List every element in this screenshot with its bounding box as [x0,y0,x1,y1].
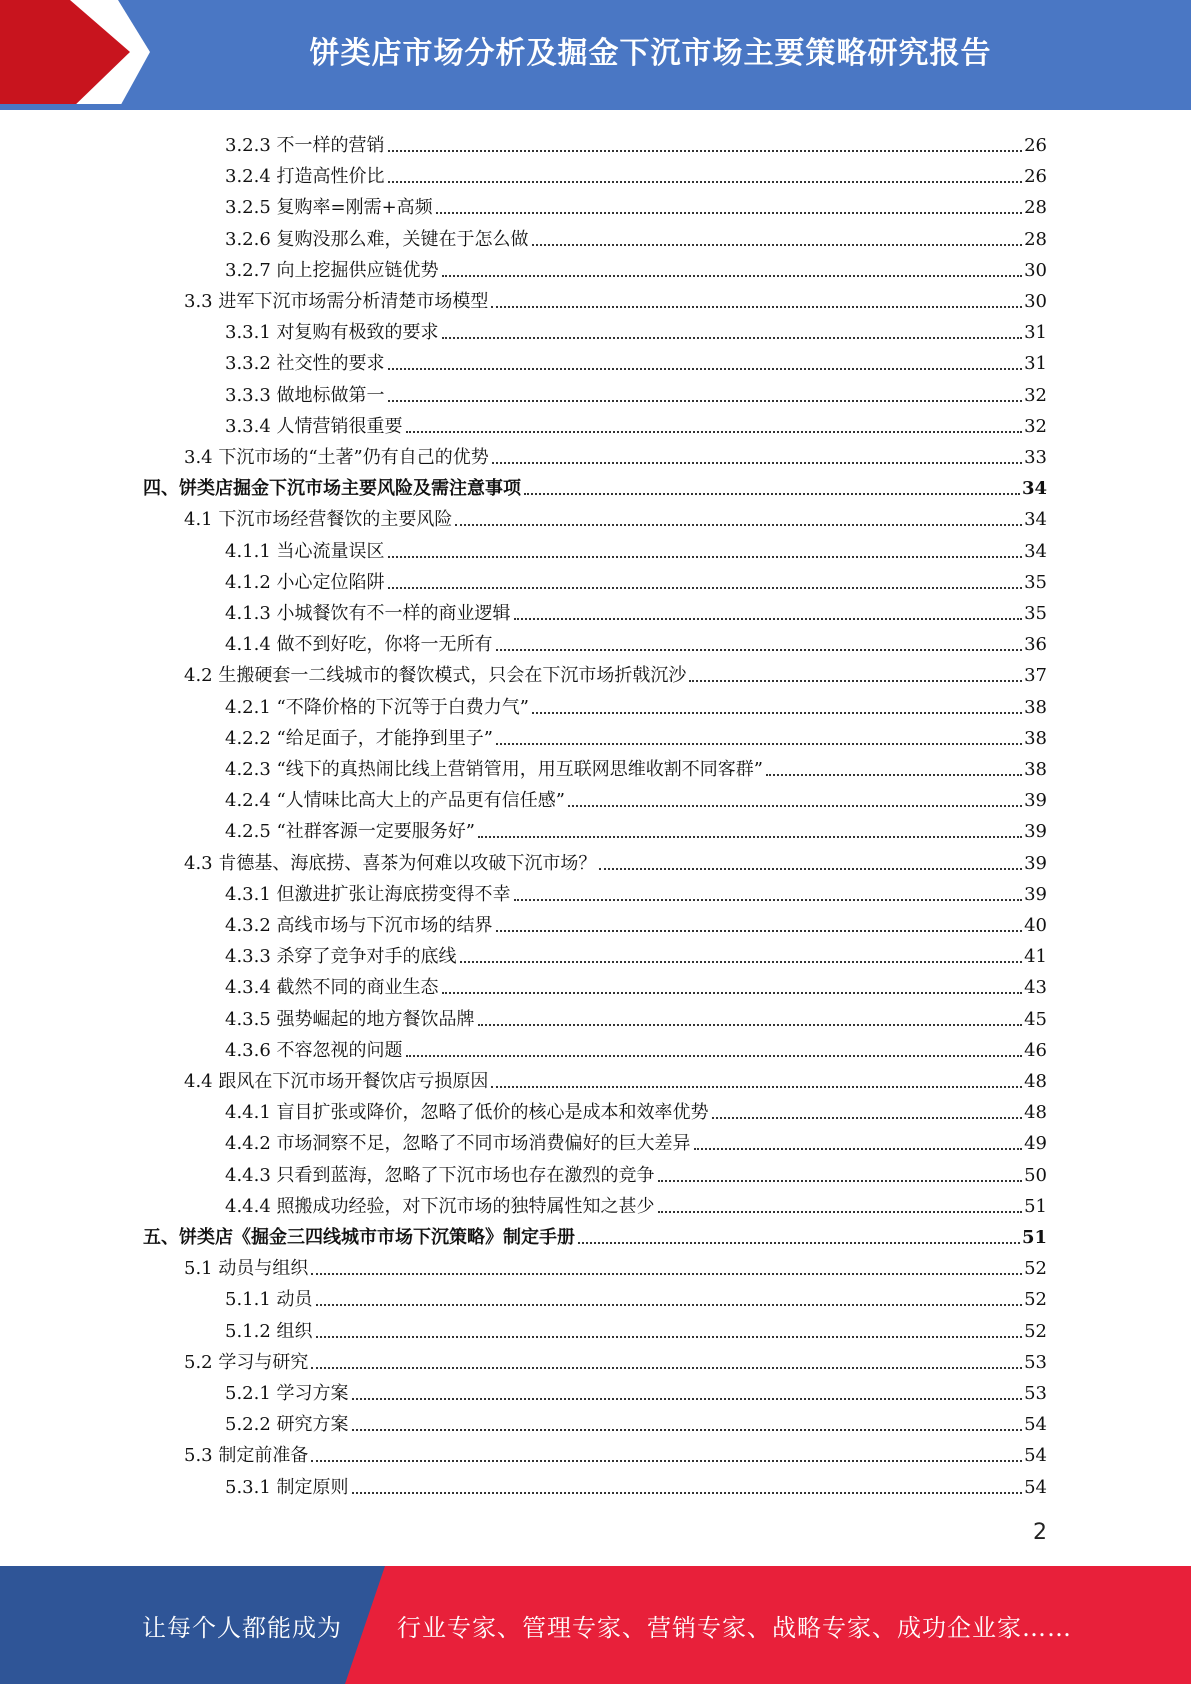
toc-entry[interactable] [225,595,1047,625]
toc-entry[interactable] [225,876,1047,906]
toc-dot-leader [524,493,1020,495]
toc-entry-page: 50 [1024,1164,1047,1186]
toc-entry[interactable] [225,252,1047,282]
toc-entry[interactable] [143,470,1047,500]
toc-entry[interactable] [143,1219,1047,1249]
toc-entry[interactable] [225,689,1047,719]
toc-entry-page: 30 [1024,259,1047,281]
toc-entry[interactable] [225,127,1047,157]
toc-entry-label: 3.2.7 向上挖掘供应链优势 [225,259,439,281]
toc-entry-label: 4.4.3 只看到蓝海，忽略了下沉市场也存在激烈的竞争 [225,1164,655,1186]
toc-dot-leader [514,618,1023,620]
toc-entry-label: 4.1 下沉市场经营餐饮的主要风险 [184,509,453,531]
toc-entry-page: 41 [1024,946,1047,968]
toc-entry[interactable] [225,907,1047,937]
toc-entry[interactable] [225,626,1047,656]
toc-entry-label: 4.3.2 高线市场与下沉市场的结界 [225,915,493,936]
toc-dot-leader [532,244,1023,246]
toc-entry[interactable] [184,283,1047,313]
toc-dot-leader [578,1242,1020,1244]
toc-entry-label: 4.2.2 “给足面子，才能挣到里子” [225,727,493,749]
toc-entry[interactable] [225,564,1047,594]
toc-entry[interactable] [225,1469,1047,1499]
page-number: 2 [1033,1520,1047,1545]
toc-entry-label: 5.3 制定前准备 [184,1445,309,1467]
toc-entry-label: 4.3.6 不容忽视的问题 [225,1039,403,1061]
toc-dot-leader [388,556,1023,558]
toc-entry[interactable] [225,1001,1047,1031]
toc-entry-page: 28 [1024,197,1047,219]
toc-entry[interactable] [225,345,1047,375]
toc-entry-label: 4.4.2 市场洞察不足，忽略了不同市场消费偏好的巨大差异 [225,1133,691,1155]
toc-dot-leader [406,431,1023,433]
toc-entry-page: 35 [1024,603,1047,624]
toc-entry[interactable] [225,1188,1047,1218]
toc-dot-leader [689,680,1022,682]
footer-slogan-right: 行业专家、管理专家、营销专家、战略专家、成功企业家…… [397,1613,1072,1642]
toc-entry-page: 51 [1024,1195,1047,1217]
toc-entry-page: 33 [1024,447,1047,468]
toc-entry[interactable] [225,813,1047,843]
toc-dot-leader [442,337,1023,339]
toc-entry-label: 3.3.4 人情营销很重要 [225,415,403,437]
toc-entry[interactable] [225,533,1047,563]
toc-entry[interactable] [225,1032,1047,1062]
toc-dot-leader [712,1117,1023,1119]
toc-entry-page: 53 [1024,1383,1047,1404]
toc-dot-leader [766,774,1022,776]
toc-dot-leader [478,1024,1023,1026]
toc-entry[interactable] [225,189,1047,219]
toc-entry[interactable] [225,1375,1047,1405]
toc-entry-label: 3.3.1 对复购有极致的要求 [225,322,439,344]
toc-entry-page: 30 [1024,291,1047,312]
toc-dot-leader [478,836,1022,838]
toc-entry[interactable] [225,314,1047,344]
toc-entry[interactable] [184,1063,1047,1093]
toc-dot-leader [460,961,1023,963]
toc-entry[interactable] [184,1437,1047,1467]
toc-dot-leader [316,1336,1023,1338]
toc-dot-leader [491,306,1022,308]
toc-entry-label: 5.2.1 学习方案 [225,1383,349,1404]
toc-dot-leader [388,400,1023,402]
toc-entry[interactable] [225,720,1047,750]
toc-entry-label: 5.1 动员与组织 [184,1258,309,1280]
toc-entry[interactable] [225,1313,1047,1343]
toc-entry-label: 5.1.2 组织 [225,1320,313,1342]
toc-entry-label: 4.3.5 强势崛起的地方餐饮品牌 [225,1008,475,1030]
toc-entry-label: 4.3.3 杀穿了竞争对手的底线 [225,946,457,968]
toc-entry-label: 4.2.1 “不降价格的下沉等于白费力气” [225,696,529,718]
toc-entry-label: 4.3 肯德基、海底捞、喜茶为何难以攻破下沉市场？ [184,852,597,874]
footer-slogan-left: 让每个人都能成为 [142,1613,342,1642]
toc-entry-label: 4.1.2 小心定位陷阱 [225,571,385,593]
toc-entry-label: 四、饼类店掘金下沉市场主要风险及需注意事项 [143,478,521,500]
toc-entry-label: 4.1.3 小城餐饮有不一样的商业逻辑 [225,603,511,624]
toc-entry-page: 48 [1024,1071,1047,1092]
toc-dot-leader [496,930,1023,932]
page-footer [0,1566,1191,1684]
toc-dot-leader [388,587,1023,589]
toc-entry-page: 52 [1024,1289,1047,1311]
toc-entry-page: 51 [1021,1227,1047,1248]
toc-dot-leader [599,868,1022,870]
toc-dot-leader [492,462,1022,464]
toc-entry-page: 31 [1024,322,1047,344]
toc-entry-page: 54 [1024,1476,1047,1498]
toc-dot-leader [406,1055,1023,1057]
toc-entry-page: 38 [1024,727,1047,749]
toc-dot-leader [496,649,1023,651]
toc-entry-label: 5.2.2 研究方案 [225,1414,349,1436]
toc-dot-leader [311,1273,1022,1275]
toc-entry-page: 43 [1024,977,1047,999]
toc-dot-leader [658,1211,1023,1213]
toc-entry-page: 49 [1024,1133,1047,1155]
toc-entry-page: 26 [1024,166,1047,188]
toc-entry[interactable] [225,1094,1047,1124]
toc-entry-label: 4.3.1 但激进扩张让海底捞变得不幸 [225,883,511,905]
toc-entry-label: 4.2.5 “社群客源一定要服务好” [225,821,475,843]
toc-entry-page: 38 [1024,696,1047,718]
toc-entry[interactable] [225,221,1047,251]
page-header [0,0,1191,110]
toc-entry-label: 3.2.5 复购率=刚需+高频 [225,197,433,219]
toc-entry-page: 35 [1024,571,1047,593]
toc-entry-label: 4.4.4 照搬成功经验，对下沉市场的独特属性知之甚少 [225,1195,655,1217]
toc-entry-page: 34 [1024,540,1047,562]
toc-entry-label: 4.1.1 当心流量误区 [225,540,385,562]
toc-entry[interactable] [184,439,1047,469]
toc-entry-label: 3.3.2 社交性的要求 [225,353,385,375]
toc-entry-label: 4.3.4 截然不同的商业生态 [225,977,439,999]
toc-entry-label: 5.3.1 制定原则 [225,1476,349,1498]
toc-dot-leader [496,743,1022,745]
toc-entry-page: 54 [1024,1445,1047,1467]
toc-entry-page: 34 [1024,509,1047,531]
toc-entry-page: 48 [1024,1102,1047,1124]
toc-entry[interactable] [225,938,1047,968]
toc-dot-leader [694,1148,1023,1150]
toc-entry[interactable] [225,1125,1047,1155]
toc-entry-label: 五、饼类店《掘金三四线城市市场下沉策略》制定手册 [143,1227,575,1248]
toc-entry-page: 52 [1024,1320,1047,1342]
toc-entry-page: 32 [1024,384,1047,406]
toc-entry-label: 3.2.4 打造高性价比 [225,166,385,188]
toc-dot-leader [514,899,1023,901]
toc-entry-page: 46 [1024,1039,1047,1061]
toc-entry-label: 4.2.4 “人情味比高大上的产品更有信任感” [225,790,565,812]
toc-entry-page: 36 [1024,634,1047,656]
report-title: 饼类店市场分析及掘金下沉市场主要策略研究报告 [309,36,992,71]
toc-entry-label: 4.4 跟风在下沉市场开餐饮店亏损原因 [184,1071,489,1092]
toc-entry[interactable] [225,377,1047,407]
toc-entry[interactable] [225,1281,1047,1311]
toc-entry-page: 52 [1024,1258,1047,1280]
toc-entry[interactable] [184,501,1047,531]
toc-entry[interactable] [225,1406,1047,1436]
toc-dot-leader [568,805,1022,807]
toc-entry-label: 3.2.6 复购没那么难，关键在于怎么做 [225,228,529,250]
toc-dot-leader [388,150,1023,152]
toc-entry[interactable] [184,1344,1047,1374]
toc-dot-leader [388,181,1023,183]
toc-entry-page: 31 [1024,353,1047,375]
toc-dot-leader [658,1180,1023,1182]
toc-dot-leader [455,524,1022,526]
toc-entry[interactable] [225,751,1047,781]
toc-entry-label: 4.4.1 盲目扩张或降价，忽略了低价的核心是成本和效率优势 [225,1102,709,1124]
toc-dot-leader [352,1398,1023,1400]
toc-entry-page: 37 [1024,665,1047,687]
toc-entry-label: 3.4 下沉市场的“土著”仍有自己的优势 [184,447,489,468]
toc-entry-page: 28 [1024,228,1047,250]
toc-dot-leader [442,992,1023,994]
toc-entry-page: 39 [1024,883,1047,905]
toc-entry-page: 32 [1024,415,1047,437]
toc-entry-page: 38 [1024,759,1047,780]
toc-entry[interactable] [184,657,1047,687]
toc-entry[interactable] [184,845,1047,875]
toc-dot-leader [442,275,1023,277]
toc-entry[interactable] [225,158,1047,188]
toc-entry-label: 5.1.1 动员 [225,1289,313,1311]
toc-entry-label: 5.2 学习与研究 [184,1351,309,1373]
toc-entry-page: 26 [1024,135,1047,156]
toc-entry-label: 4.2 生搬硬套一二线城市的餐饮模式，只会在下沉市场折戟沉沙 [184,665,687,687]
toc-dot-leader [352,1492,1023,1494]
toc-entry-label: 4.2.3 “线下的真热闹比线上营销管用，用互联网思维收割不同客群” [225,759,763,780]
toc-entry[interactable] [225,1157,1047,1187]
toc-entry-page: 45 [1024,1008,1047,1030]
toc-dot-leader [491,1086,1022,1088]
toc-entry-page: 53 [1024,1351,1047,1373]
toc-entry[interactable] [225,408,1047,438]
toc-dot-leader [436,212,1022,214]
toc-entry-label: 4.1.4 做不到好吃，你将一无所有 [225,634,493,656]
toc-dot-leader [311,1367,1022,1369]
toc-dot-leader [532,712,1022,714]
toc-entry[interactable] [225,782,1047,812]
toc-entry-page: 39 [1024,852,1047,874]
toc-entry-page: 40 [1024,915,1047,936]
toc-entry-page: 39 [1024,821,1047,843]
toc-entry-label: 3.3.3 做地标做第一 [225,384,385,406]
toc-entry-label: 3.3 进军下沉市场需分析清楚市场模型 [184,291,489,312]
toc-entry-page: 34 [1021,478,1047,500]
toc-dot-leader [352,1429,1023,1431]
toc-entry[interactable] [184,1250,1047,1280]
toc-entry-page: 39 [1024,790,1047,812]
toc-dot-leader [388,368,1023,370]
toc-dot-leader [311,1460,1022,1462]
toc-entry-label: 3.2.3 不一样的营销 [225,135,385,156]
toc-entry[interactable] [225,969,1047,999]
toc-entry-page: 54 [1024,1414,1047,1436]
toc-dot-leader [316,1304,1023,1306]
